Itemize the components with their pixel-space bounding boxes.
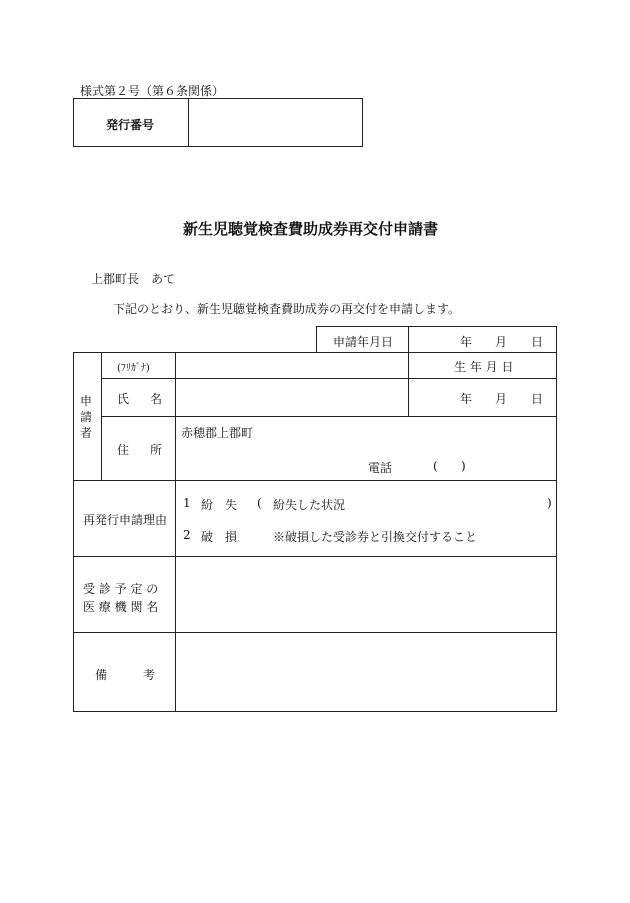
phone-label: 電話 — [368, 461, 393, 475]
reason-option1-paren-open: ( — [257, 496, 262, 510]
applicant-group-char-1: 申 — [80, 394, 93, 408]
birthdate-year: 年 — [460, 392, 473, 406]
furigana-label: (ﾌﾘｶﾞﾅ) — [117, 363, 150, 374]
application-date-day: 日 — [531, 335, 544, 349]
address-label-1: 住 — [117, 443, 130, 457]
reason-option1-text: 紛 失 — [201, 498, 238, 512]
application-date-month: 月 — [495, 335, 508, 349]
reason-option2-note: ※破損した受診券と引換交付すること — [273, 530, 478, 544]
page-title: 新生児聴覚検査費助成券再交付申請書 — [183, 220, 439, 238]
reason-label: 再発行申請理由 — [83, 513, 168, 527]
issue-number-field[interactable] — [190, 100, 360, 145]
addressee: 上郡町長 あて — [91, 272, 176, 286]
reason-option1-paren-close: ) — [547, 496, 552, 510]
application-date-label: 申請年月日 — [333, 335, 394, 349]
applicant-group-char-3: 者 — [80, 426, 93, 440]
institution-field[interactable] — [177, 558, 555, 631]
address-label-2: 所 — [150, 443, 163, 457]
birthdate-day: 日 — [531, 392, 544, 406]
remarks-label-1: 備 — [95, 668, 108, 682]
phone-paren-open: ( — [433, 459, 438, 473]
reason-option2-num: 2 — [183, 528, 191, 542]
form-label: 様式第２号（第６条関係） — [80, 84, 225, 98]
reason-option1-detail: 紛失した状況 — [273, 498, 346, 512]
institution-label-line1: 受 診 予 定 の — [83, 582, 159, 596]
applicant-group-char-2: 請 — [80, 410, 93, 424]
phone-paren-close: ) — [461, 459, 466, 473]
phone-field[interactable] — [440, 456, 460, 474]
address-value: 赤穂郡上郡町 — [181, 426, 254, 440]
intro-text: 下記のとおり、新生児聴覚検査費助成券の再交付を申請します。 — [113, 302, 461, 316]
remarks-field[interactable] — [177, 634, 555, 710]
name-label-2: 名 — [150, 392, 163, 406]
application-date-year: 年 — [460, 335, 473, 349]
remarks-label-2: 考 — [143, 668, 156, 682]
name-label-1: 氏 — [117, 392, 130, 406]
furigana-field[interactable] — [177, 354, 406, 377]
reason-option1-num: 1 — [183, 496, 191, 510]
reason-option2-text: 破 損 — [201, 530, 238, 544]
birthdate-month: 月 — [495, 392, 508, 406]
birthdate-label: 生 年 月 日 — [454, 360, 514, 374]
institution-label-line2: 医 療 機 関 名 — [83, 600, 159, 614]
name-field[interactable] — [177, 380, 406, 415]
issue-number-label: 発行番号 — [106, 118, 155, 132]
